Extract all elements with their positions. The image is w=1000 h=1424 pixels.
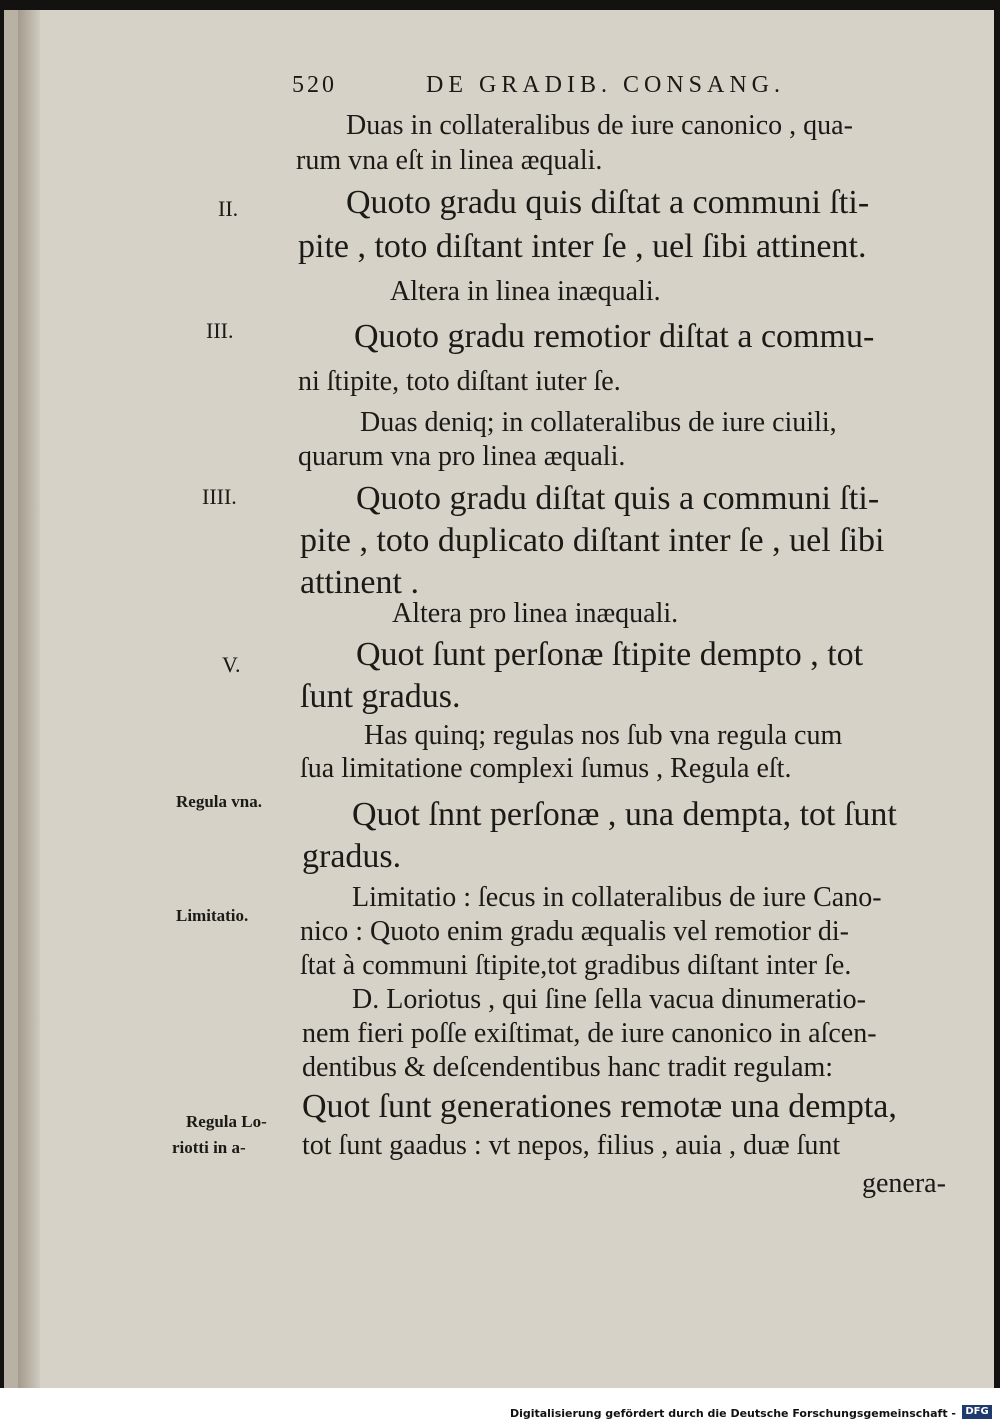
text-line: ni ſtipite, toto diſtant iuter ſe.	[298, 366, 621, 397]
text-line: quarum vna pro linea æquali.	[298, 441, 626, 472]
margin-note: riotti in a-	[172, 1138, 246, 1157]
margin-note: V.	[222, 652, 241, 677]
dfg-logo: DFG	[962, 1405, 992, 1419]
catchword: genera-	[862, 1168, 946, 1199]
text-line: D. Loriotus , qui ſine ſella vacua dinumeratio-	[352, 984, 866, 1015]
margin-note: III.	[206, 318, 234, 343]
text-line: Quot ſunt generationes remotæ una dempta,	[302, 1088, 897, 1125]
text-line: tot ſunt gaadus : vt nepos, filius , auia , duæ ſunt	[302, 1130, 841, 1161]
running-head: DE GRADIB. CONSANG.	[426, 72, 786, 98]
margin-note: II.	[218, 196, 239, 221]
text-line: Quot ſnnt perſonæ , una dempta, tot ſunt	[352, 796, 897, 833]
text-line: ſua limitatione complexi ſumus , Regula eſt.	[300, 753, 792, 784]
margin-note: IIII.	[202, 484, 237, 509]
text-line: Has quinq; regulas nos ſub vna regula cum	[364, 720, 843, 751]
text-line: attinent .	[300, 564, 419, 601]
text-line: pite , toto diſtant inter ſe , uel ſibi attinent.	[298, 228, 867, 265]
text-line: pite , toto duplicato diſtant inter ſe , uel ſibi	[300, 522, 885, 559]
footer-credit: Digitalisierung gefördert durch die Deutsche Forschungsgemeinschaft -	[509, 1407, 956, 1420]
text-line: nico : Quoto enim gradu æqualis vel remotior di-	[300, 916, 850, 947]
text-line: ſtat à communi ſtipite,tot gradibus diſtant inter ſe.	[300, 950, 852, 981]
text-line: Quoto gradu diſtat quis a communi ſti-	[356, 480, 880, 517]
page-gutter	[18, 10, 40, 1388]
text-line: Altera pro linea inæquali.	[392, 598, 679, 629]
margin-note: Regula vna.	[176, 792, 262, 811]
text-line: ſunt gradus.	[300, 678, 461, 715]
text-line: rum vna eſt in linea æquali.	[296, 145, 603, 176]
text-line: Quot ſunt perſonæ ſtipite dempto , tot	[356, 636, 864, 673]
text-line: dentibus & deſcendentibus hanc tradit regulam:	[302, 1052, 834, 1083]
page-number: 520	[292, 72, 337, 98]
text-line: gradus.	[302, 838, 402, 875]
text-line: Duas deniq; in collateralibus de iure ciuili,	[360, 407, 837, 438]
text-line: Quoto gradu remotior diſtat a commu-	[354, 318, 875, 355]
margin-note: Regula Lo-	[186, 1112, 267, 1131]
margin-note: Limitatio.	[176, 906, 249, 925]
text-line: Quoto gradu quis diſtat a communi ſti-	[346, 184, 870, 221]
text-line: nem fieri poſſe exiſtimat, de iure canonico in aſcen-	[302, 1018, 877, 1049]
text-line: Limitatio : ſecus in collateralibus de iure Cano-	[352, 882, 882, 913]
text-line: Altera in linea inæquali.	[390, 276, 661, 307]
text-line: Duas in collateralibus de iure canonico , qua-	[346, 110, 853, 141]
